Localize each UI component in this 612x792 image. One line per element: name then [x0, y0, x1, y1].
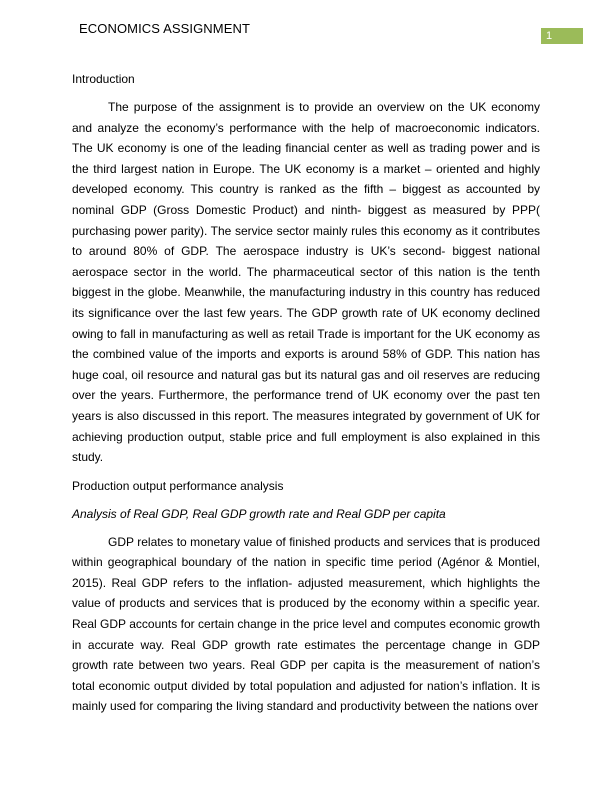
real-gdp-analysis-subheading: Analysis of Real GDP, Real GDP growth rate and Real GDP per capita — [72, 506, 446, 521]
page-number-badge: 1 — [541, 28, 583, 44]
gdp-definition-paragraph: GDP relates to monetary value of finished products and services that is produced within geographical boundary of the nation in specific time period (Agénor & Montiel, 2015). Real GDP refers to the inflation- adjusted measurement, which highlights the value of products and services that is produced by the economy within a specific year. Real GDP accounts for certain change in the price level and computes economic growth in accurate way. Real GDP growth rate estimates the percentage change in GDP growth rate between two years. Real GDP per capita is the measurement of nation’s total economic output divided by total population and adjusted for nation’s inflation. It is mainly used for comparing the living standard and productivity between the nations over — [72, 534, 540, 714]
introduction-heading: Introduction — [72, 72, 135, 86]
production-output-heading: Production output performance analysis — [72, 478, 284, 493]
document-header-title: ECONOMICS ASSIGNMENT — [79, 21, 251, 36]
introduction-paragraph: The purpose of the assignment is to provide an overview on the UK economy and analyze the economy’s performance with the help of macroeconomic indicators. The UK economy is one of the leading financial center as well as trading power and is the third largest nation in Europe. The UK economy is a market – oriented and highly developed economy. This country is ranked as the fifth – biggest as accounted by nominal GDP (Gross Domestic Product) and ninth- biggest as measured by PPP( purchasing power parity). The service sector mainly rules this economy as it contributes to around 80% of GDP. The aerospace industry is UK’s second- biggest national aerospace sector in the world. The pharmaceutical sector of this nation is the tenth biggest in the globe. Meanwhile, the manufacturing industry in this country has reduced its significance over the last few years. The GDP growth rate of UK economy declined owing to fall in manufacturing as well as retail Trade is important for the UK economy as the combined value of the imports and exports is around 58% of GDP. This nation has huge coal, oil resource and natural gas but its natural gas and oil reserves are reducing over the years. Furthermore, the performance trend of UK economy over the past ten years is also discussed in this report. The measures integrated by government of UK for achieving production output, stable price and full employment is also explained in this study. — [72, 100, 540, 465]
document-body — [72, 69, 540, 725]
